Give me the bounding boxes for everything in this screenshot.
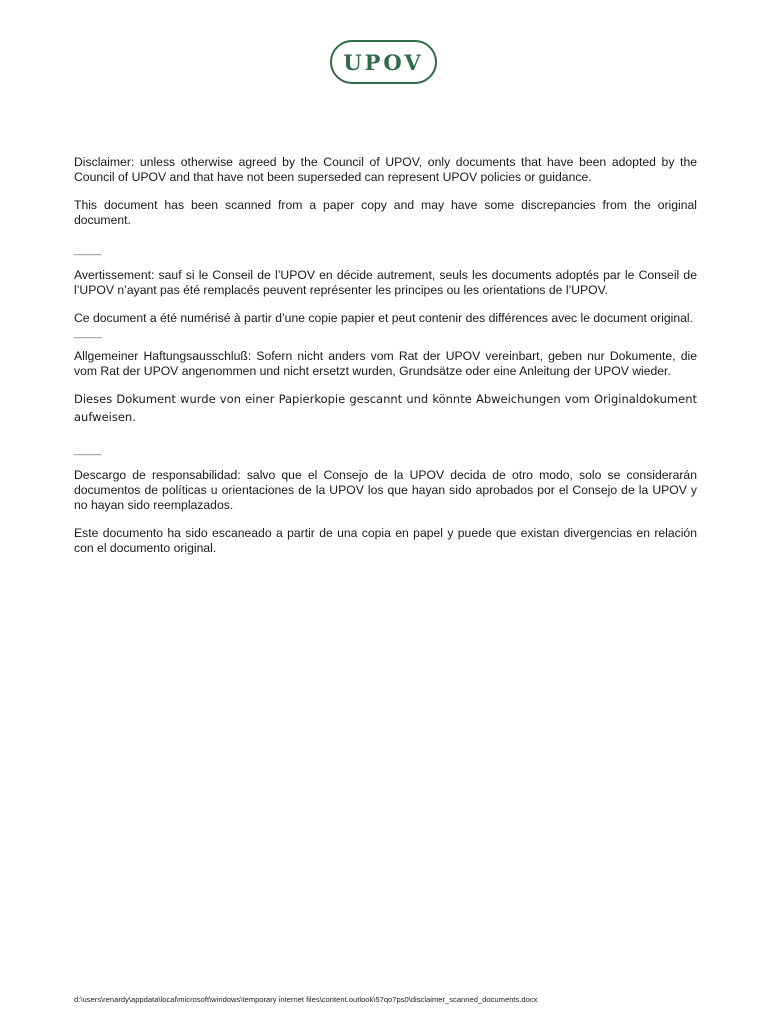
spanish-disclaimer: Descargo de responsabilidad: salvo que el Consejo de la UPOV decida de otro modo, solo se considerarán documentos de políticas u orientaciones de la UPOV los que hayan sido aprobados por el Consejo de la UPOV y no hayan sido reemplazados.: [74, 468, 697, 512]
german-scan-note: Dieses Dokument wurde von einer Papierkopie gescannt und könnte Abweichungen vom Originaldokument aufweisen.: [74, 392, 697, 424]
spanish-scan-note: Este documento ha sido escaneado a partir de una copia en papel y puede que existan divergencias en relación con el documento original.: [74, 526, 697, 555]
disclaimer-content: [74, 155, 697, 556]
logo-text: UPOV: [343, 49, 424, 75]
french-scan-note: Ce document a été numérisé à partir d’une copie papier et peut contenir des différences avec le document original.: [74, 311, 693, 325]
file-path-footer: d:\users\renardy\appdata\local\microsoft\windows\temporary internet files\content.outlook\57qo7ps0\disclaimer_scanned_documents.docx: [74, 995, 538, 1004]
english-disclaimer: Disclaimer: unless otherwise agreed by the Council of UPOV, only documents that have been adopted by the Council of UPOV and that have not been superseded can represent UPOV policies or guidance.: [74, 155, 697, 184]
separator: _____: [74, 245, 102, 256]
upov-logo: [330, 40, 437, 84]
english-scan-note: This document has been scanned from a paper copy and may have some discrepancies from the original document.: [74, 198, 697, 227]
french-disclaimer: Avertissement: sauf si le Conseil de l’UPOV en décide autrement, seuls les documents adoptés par le Conseil de l’UPOV n’ayant pas été remplacés peuvent représenter les principes ou les orientations de l’UPOV.: [74, 268, 697, 297]
separator: _____: [74, 445, 102, 456]
separator: _____: [74, 328, 102, 339]
german-disclaimer: Allgemeiner Haftungsausschluß: Sofern nicht anders vom Rat der UPOV vereinbart, geben nur Dokumente, die vom Rat der UPOV angenommen und nicht ersetzt wurden, Grundsätze oder eine Anleitung der UPOV wieder.: [74, 349, 697, 378]
